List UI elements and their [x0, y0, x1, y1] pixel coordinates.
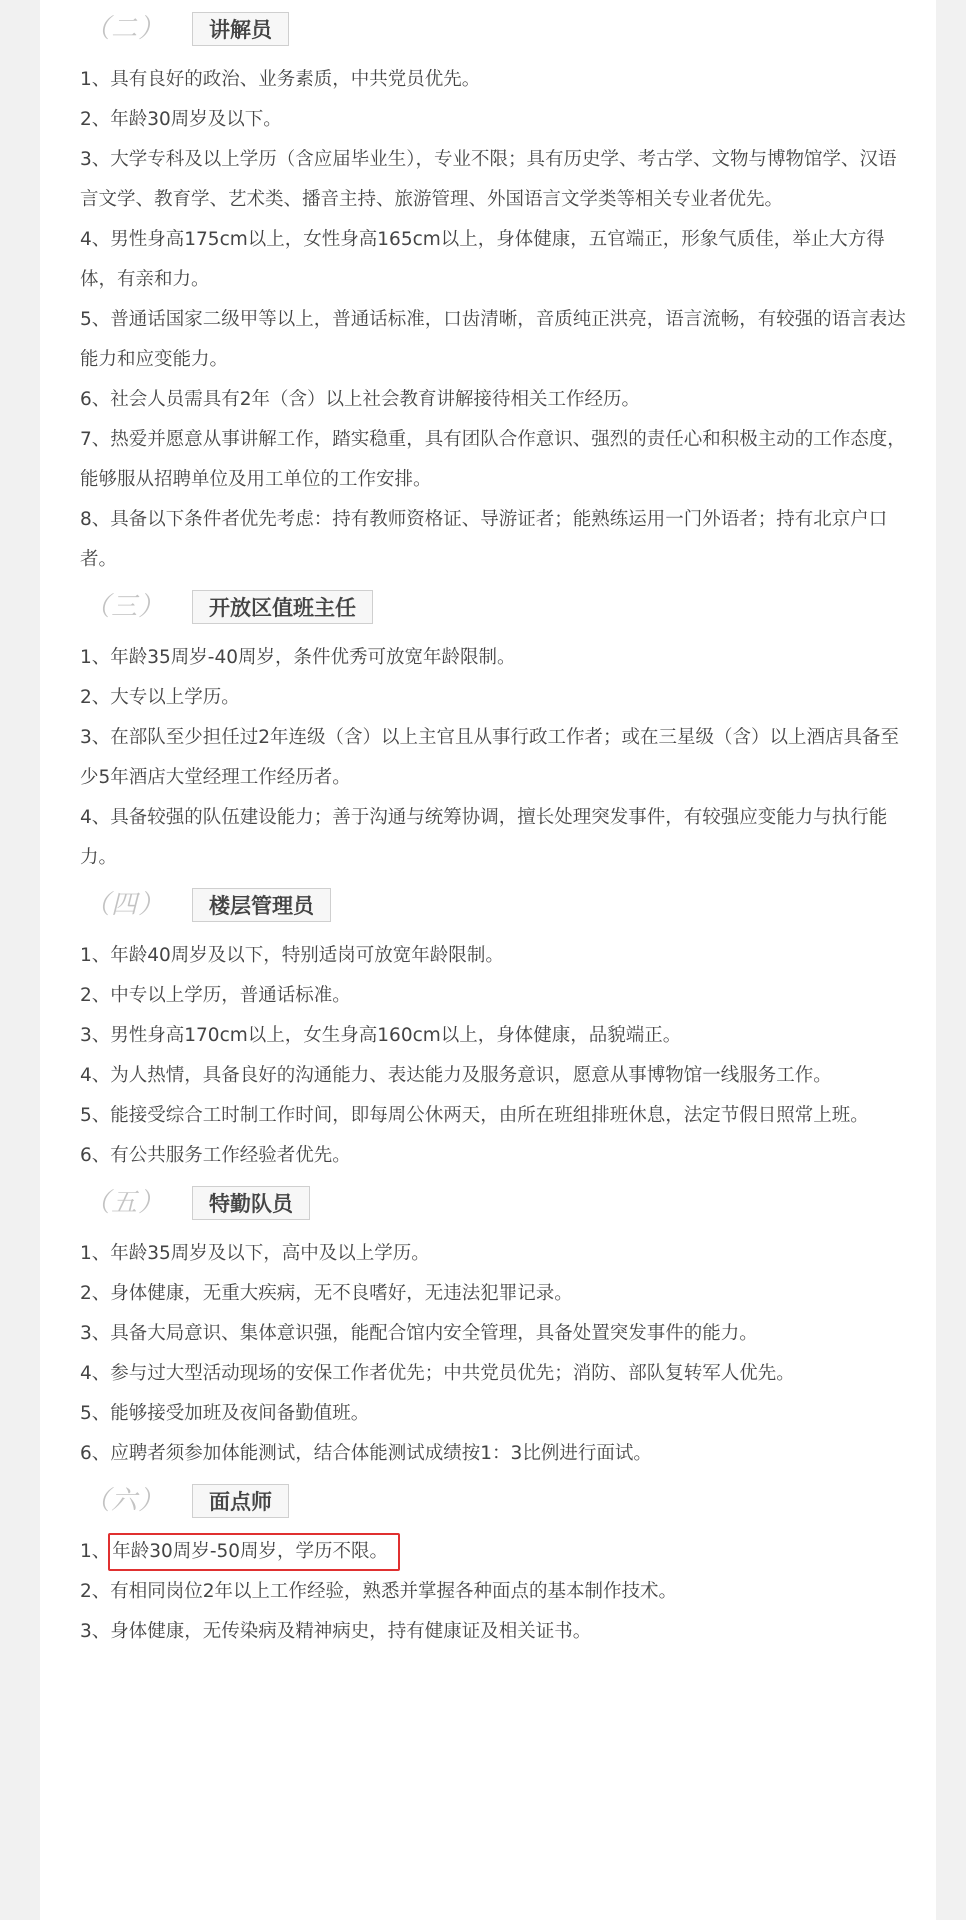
list-item: 6、有公共服务工作经验者优先。 [80, 1145, 351, 1166]
highlight-box: 年龄30周岁-50周岁，学历不限。 [108, 1533, 400, 1571]
list-item-prefix: 1、 [80, 1541, 111, 1562]
list-item: 6、应聘者须参加体能测试，结合体能测试成绩按1：3比例进行面试。 [80, 1443, 652, 1464]
article-page [40, 0, 936, 1920]
section-number: （四） [84, 890, 166, 920]
section-title: 楼层管理员 [192, 888, 331, 922]
list-item: 3、身体健康，无传染病及精神病史，持有健康证及相关证书。 [80, 1621, 592, 1642]
list-item: 5、普通话国家二级甲等以上，普通话标准，口齿清晰，音质纯正洪亮，语言流畅，有较强的语言表达能力和应变能力。 [80, 309, 906, 370]
list-item: 3、具备大局意识、集体意识强，能配合馆内安全管理，具备处置突发事件的能力。 [80, 1323, 758, 1344]
section-header [80, 1480, 910, 1524]
list-item: 3、在部队至少担任过2年连级（含）以上主官且从事行政工作者；或在三星级（含）以上酒店具备至少5年酒店大堂经理工作经历者。 [80, 727, 900, 788]
list-item: 4、参与过大型活动现场的安保工作者优先；中共党员优先；消防、部队复转军人优先。 [80, 1363, 795, 1384]
list-item: 2、身体健康，无重大疾病，无不良嗜好，无违法犯罪记录。 [80, 1283, 573, 1304]
list-item: 1、具有良好的政治、业务素质，中共党员优先。 [80, 69, 481, 90]
section-header [80, 1182, 910, 1226]
section-header [80, 586, 910, 630]
section-header [80, 8, 910, 52]
list-item: 2、年龄30周岁及以下。 [80, 109, 282, 130]
list-item-highlighted [80, 1532, 910, 1572]
list-item: 5、能接受综合工时制工作时间，即每周公休两天，由所在班组排班休息，法定节假日照常上班。 [80, 1105, 869, 1126]
list-item: 1、年龄35周岁及以下，高中及以上学历。 [80, 1243, 430, 1264]
section-number: （五） [84, 1188, 166, 1218]
list-item: 2、有相同岗位2年以上工作经验，熟悉并掌握各种面点的基本制作技术。 [80, 1581, 678, 1602]
section-title: 开放区值班主任 [192, 590, 373, 624]
section-title: 特勤队员 [192, 1186, 310, 1220]
section-title: 面点师 [192, 1484, 289, 1518]
list-item: 2、大专以上学历。 [80, 687, 240, 708]
section-number: （六） [84, 1486, 166, 1516]
list-item: 7、热爱并愿意从事讲解工作，踏实稳重，具有团队合作意识、强烈的责任心和积极主动的工作态度，能够服从招聘单位及用工单位的工作安排。 [80, 429, 906, 490]
list-item: 4、具备较强的队伍建设能力；善于沟通与统筹协调，擅长处理突发事件，有较强应变能力与执行能力。 [80, 807, 888, 868]
list-item: 8、具备以下条件者优先考虑：持有教师资格证、导游证者；能熟练运用一门外语者；持有北京户口者。 [80, 509, 888, 570]
section-header [80, 884, 910, 928]
section-number: （三） [84, 592, 166, 622]
list-item: 1、年龄35周岁-40周岁，条件优秀可放宽年龄限制。 [80, 647, 516, 668]
list-item: 4、为人热情，具备良好的沟通能力、表达能力及服务意识，愿意从事博物馆一线服务工作。 [80, 1065, 832, 1086]
list-item: 2、中专以上学历，普通话标准。 [80, 985, 351, 1006]
list-item: 6、社会人员需具有2年（含）以上社会教育讲解接待相关工作经历。 [80, 389, 641, 410]
article-content [80, 8, 910, 1652]
list-item: 3、大学专科及以上学历（含应届毕业生），专业不限；具有历史学、考古学、文物与博物馆学、汉语言文学、教育学、艺术类、播音主持、旅游管理、外国语言文学类等相关专业者优先。 [80, 149, 897, 210]
list-item: 1、年龄40周岁及以下，特别适岗可放宽年龄限制。 [80, 945, 504, 966]
list-item: 3、男性身高170cm以上，女生身高160cm以上，身体健康，品貌端正。 [80, 1025, 682, 1046]
list-item: 4、男性身高175cm以上，女性身高165cm以上，身体健康，五官端正，形象气质佳，举止大方得体，有亲和力。 [80, 229, 885, 290]
section-number: （二） [84, 14, 166, 44]
section-title: 讲解员 [192, 12, 289, 46]
list-item: 5、能够接受加班及夜间备勤值班。 [80, 1403, 370, 1424]
